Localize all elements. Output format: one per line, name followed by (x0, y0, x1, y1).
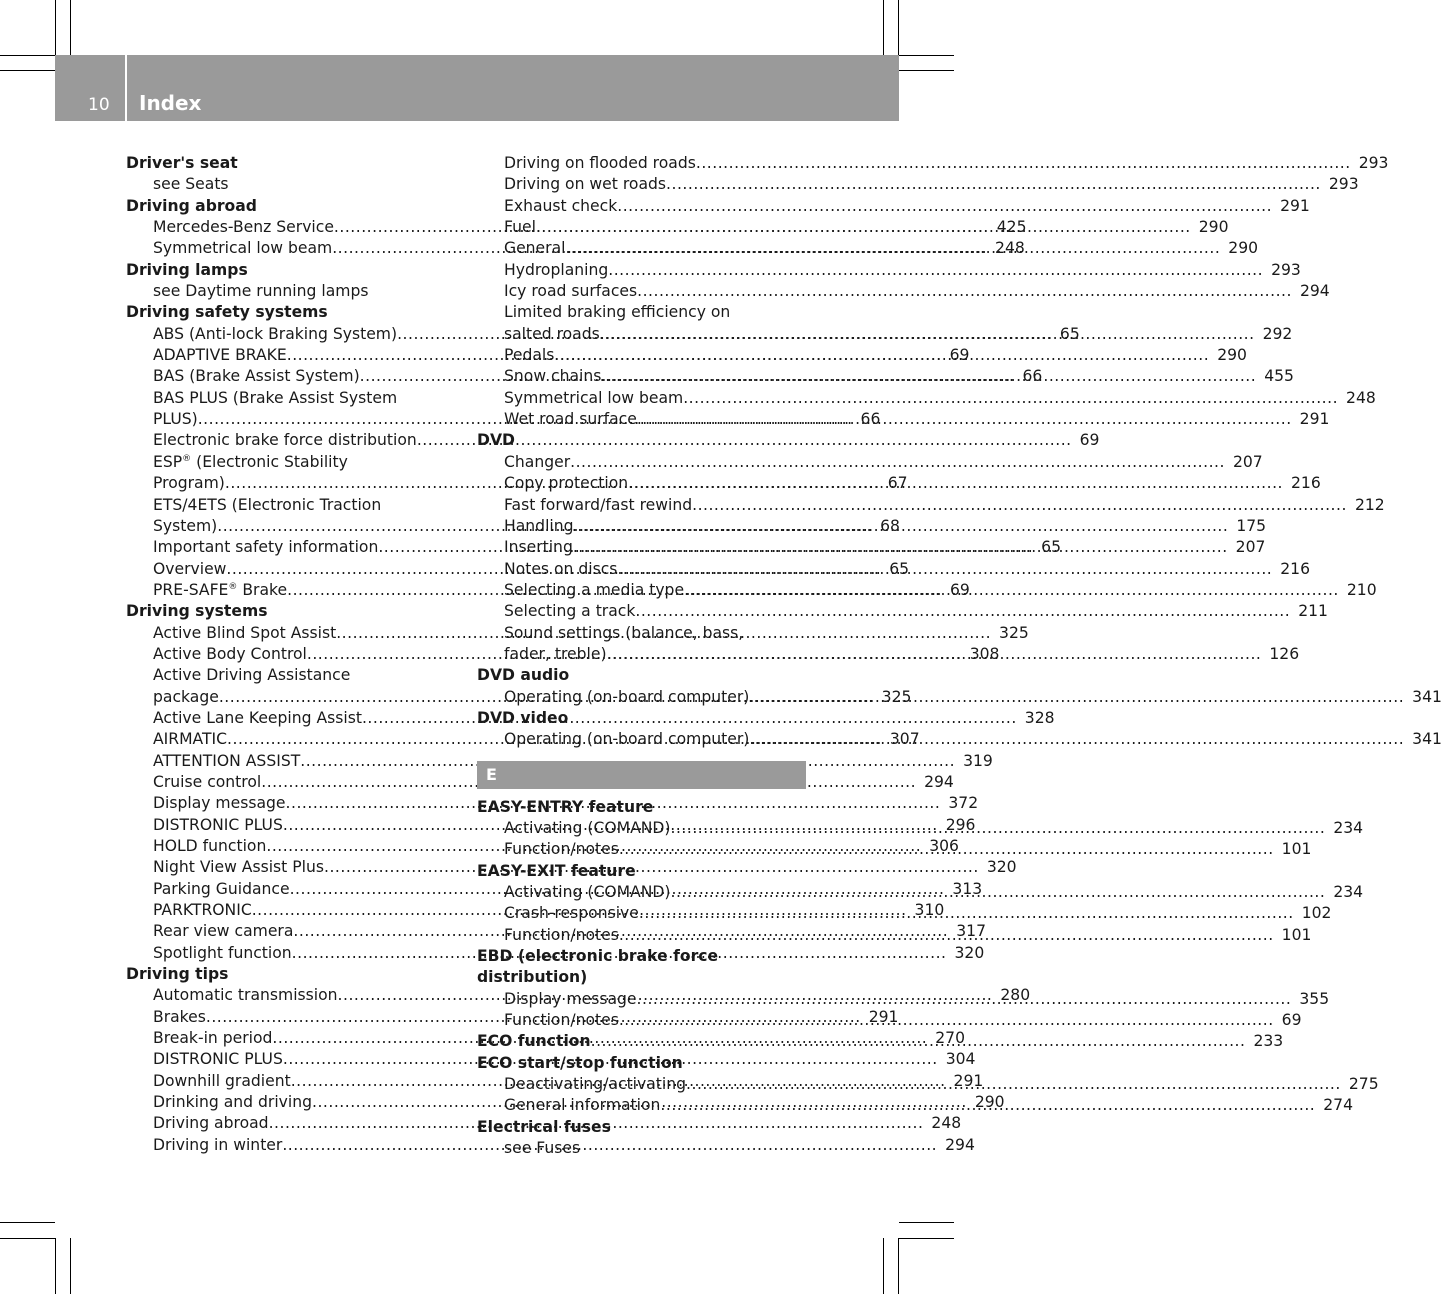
page-reference: 291 (1299, 410, 1330, 429)
dot-leader (637, 409, 1292, 430)
entry-label: Fast forward/fast rewind (504, 495, 693, 514)
entry-label: Notes on discs (504, 559, 618, 578)
dot-leader (574, 516, 1229, 537)
entry-label: ADAPTIVE BRAKE (153, 346, 287, 365)
page-reference: 270 (935, 1029, 966, 1048)
page-reference: 291 (1280, 196, 1310, 215)
page-reference: 294 (924, 772, 954, 791)
index-subentry (477, 601, 1328, 622)
index-subentry-text: ESP® (Electronic Stability (153, 452, 348, 471)
entry-label: Function/notes (504, 925, 619, 944)
page-title: Index (139, 91, 202, 115)
entry-label: Program) (153, 474, 225, 493)
dot-leader (601, 366, 1256, 387)
entry-label: PLUS) (153, 410, 198, 429)
page-reference: 212 (1354, 495, 1385, 514)
dot-leader (570, 452, 1225, 473)
entry-label: Cruise control (153, 772, 262, 791)
index-heading: Driving tips (126, 965, 229, 984)
index-subentry (477, 388, 1376, 409)
dot-leader (635, 601, 1290, 622)
page-reference: 341 (1412, 687, 1442, 706)
header-divider (125, 55, 127, 121)
entry-label: Electronic brake force distribution (153, 431, 417, 450)
page-reference: 280 (1000, 986, 1031, 1005)
entry-label: Spotlight function (153, 943, 292, 962)
dot-leader (536, 217, 1191, 238)
entry-label: Parking Guidance (153, 879, 290, 898)
entry-label: package (153, 687, 219, 706)
crop-mark (70, 0, 71, 55)
entry-label: Operating (on-board computer) (504, 687, 750, 706)
entry-label: PRE-SAFE® Brake (153, 580, 288, 599)
dot-leader (565, 238, 1220, 259)
entry-label: Fuel (504, 218, 536, 237)
entry-label: Crash-responsive (504, 904, 639, 923)
crop-mark (0, 55, 55, 56)
page-reference: 69 (949, 580, 970, 599)
dot-leader (749, 687, 1404, 708)
index-subentry (477, 495, 1385, 516)
page-reference: 320 (954, 943, 985, 962)
entry-label: HOLD function (153, 837, 267, 855)
crop-mark (899, 1238, 954, 1239)
entry-label: Function/notes (504, 1011, 619, 1030)
crop-mark (898, 1238, 899, 1294)
dot-leader (619, 925, 1274, 946)
entry-label: Inserting (504, 538, 573, 557)
page-reference: 293 (1271, 260, 1301, 279)
crop-mark (899, 70, 954, 71)
page-reference: 68 (880, 516, 900, 535)
entry-label: Activating (COMAND) (504, 818, 671, 837)
page-reference: 306 (929, 837, 959, 855)
page-reference: 234 (1333, 883, 1364, 901)
page-reference: 325 (881, 687, 912, 706)
page-reference: 65 (889, 559, 910, 578)
index-heading: EASY-EXIT feature (477, 861, 636, 880)
page-reference: 455 (1264, 367, 1294, 386)
page-number: 10 (88, 95, 110, 115)
page-reference: 66 (1022, 367, 1043, 386)
page-reference: 317 (956, 922, 986, 941)
entry-label: General information (504, 1096, 661, 1115)
entry-label: Pedals (504, 346, 555, 365)
dot-leader (607, 644, 1262, 665)
dot-leader (619, 839, 1274, 860)
page-reference: 233 (1253, 1032, 1284, 1051)
entry-label: Icy road surfaces (504, 282, 638, 301)
page-reference: 69 (949, 346, 970, 365)
entry-label: Display message (153, 794, 286, 813)
entry-label: Function/notes (504, 840, 619, 859)
index-subentry-text: Active Driving Assistance (153, 666, 351, 685)
entry-label: Driving abroad (153, 1114, 269, 1133)
page-reference: 248 (995, 239, 1025, 258)
entry-label: Mercedes-Benz Service (153, 218, 334, 237)
page-reference: 126 (1269, 644, 1300, 663)
entry-label: General (504, 239, 566, 258)
index-subentry-text: see Seats (153, 175, 229, 194)
index-heading: DVD audio (477, 666, 570, 685)
entry-label: Changer (504, 452, 571, 471)
crop-mark (883, 1238, 884, 1294)
entry-label: System) (153, 516, 218, 535)
dot-leader (628, 473, 1283, 494)
page-reference: 210 (1346, 580, 1377, 599)
page-reference: 313 (952, 879, 983, 898)
entry-label: Symmetrical low beam (153, 239, 333, 258)
dot-leader (666, 174, 1321, 195)
page-reference: 319 (963, 751, 993, 770)
page-reference: 320 (986, 858, 1017, 877)
entry-label: Downhill gradient (153, 1071, 291, 1090)
page-header (55, 55, 899, 121)
page-reference: 211 (1298, 602, 1328, 621)
index-subentry-text: BAS PLUS (Brake Assist System (153, 388, 398, 407)
dot-leader (617, 196, 1272, 217)
letter-section-header: E (477, 761, 806, 789)
page-reference: 234 (1333, 818, 1364, 837)
entry-label: Important safety information (153, 538, 379, 557)
entry-label: salted roads (504, 324, 600, 343)
page-reference: 310 (914, 901, 945, 920)
index-heading: DVD video (477, 708, 569, 727)
dot-leader (683, 388, 1338, 409)
entry-label: Operating (on-board computer) (504, 730, 750, 749)
dot-leader (696, 153, 1351, 174)
dot-leader (617, 559, 1272, 580)
crop-mark (899, 1222, 954, 1223)
entry-label: Copy protection (504, 474, 629, 493)
page-reference: 294 (1299, 282, 1330, 301)
entry-label: Night View Assist Plus (153, 858, 324, 877)
dot-leader (686, 1074, 1341, 1095)
dot-leader (619, 1010, 1274, 1031)
page-reference: 304 (945, 1050, 976, 1069)
page-reference: 293 (1328, 175, 1359, 194)
page-reference: 216 (1291, 474, 1321, 493)
page-reference: 248 (931, 1114, 962, 1133)
page-reference: 325 (999, 623, 1029, 642)
page-reference: 328 (1024, 708, 1055, 727)
crop-mark (55, 0, 56, 55)
index-subentry (477, 196, 1310, 217)
entry-label: DISTRONIC PLUS (153, 815, 283, 834)
page-reference: 66 (860, 410, 881, 429)
page-reference: 274 (1323, 1096, 1354, 1115)
page-reference: 308 (969, 644, 1000, 663)
page-reference: 291 (953, 1071, 984, 1090)
entry-label: DISTRONIC PLUS (153, 1050, 283, 1069)
dot-leader (600, 324, 1255, 345)
dot-leader (591, 1031, 1246, 1052)
crop-mark (70, 1238, 71, 1294)
index-subentry (477, 153, 1389, 174)
index-subentry-text: see Fuses (504, 1139, 581, 1158)
entry-label: Overview (153, 559, 227, 578)
index-heading: Driving safety systems (126, 303, 328, 322)
index-subentry (477, 260, 1301, 281)
crop-mark (0, 1238, 55, 1239)
page-reference: 101 (1281, 840, 1312, 859)
index-subentry (126, 772, 954, 793)
entry-label: Wet road surface (504, 410, 637, 429)
page-reference: 216 (1280, 559, 1311, 578)
index-heading: Driving abroad (126, 196, 257, 215)
entry-label: Automatic transmission (153, 986, 338, 1005)
crop-mark (55, 1238, 56, 1294)
index-subentry (477, 174, 1359, 195)
page-reference: 65 (1059, 324, 1080, 343)
page-reference: 275 (1348, 1075, 1379, 1094)
entry-label: Active Lane Keeping Assist (153, 708, 362, 727)
entry-label: Activating (COMAND) (504, 883, 671, 901)
page-reference: 290 (1228, 239, 1259, 258)
page-reference: 207 (1232, 452, 1263, 471)
entry-label: BAS (Brake Assist System) (153, 367, 360, 386)
entry-label: Snow chains (504, 367, 602, 386)
entry-label: Active Blind Spot Assist (153, 623, 337, 642)
entry-label: AIRMATIC (153, 730, 228, 749)
index-heading: Driver's seat (126, 154, 238, 172)
page-reference: 101 (1281, 925, 1312, 944)
page-reference: 290 (1198, 218, 1229, 237)
page-reference: 65 (1041, 538, 1061, 557)
page-reference: 67 (887, 474, 908, 493)
dot-leader (660, 1095, 1315, 1116)
dot-leader (608, 260, 1263, 281)
index-subentry-text: see Daytime running lamps (153, 282, 369, 301)
page-reference: 293 (1358, 154, 1389, 172)
entry-label: Hydroplaning (504, 260, 609, 279)
entry-label: Driving on flooded roads (504, 154, 696, 172)
crop-mark (899, 55, 954, 56)
index-subentry-text: Sound settings (balance, bass, (504, 623, 744, 642)
entry-label: Display message (504, 989, 637, 1008)
entry-label: Driving in winter (153, 1135, 283, 1154)
crop-mark (0, 70, 55, 71)
entry-label: Active Body Control (153, 644, 307, 663)
index-subentry-text: ETS/4ETS (Electronic Traction (153, 495, 382, 514)
index-heading: Driving systems (126, 602, 268, 621)
page-reference: 296 (945, 815, 976, 834)
entry-label: Rear view camera (153, 922, 294, 941)
crop-mark (0, 1222, 55, 1223)
dot-leader (749, 729, 1404, 750)
entry-label: ECO function (477, 1032, 591, 1051)
dot-leader (554, 345, 1209, 366)
page-reference: 291 (868, 1007, 899, 1026)
page-reference: 307 (889, 730, 920, 749)
page-reference: 290 (974, 1093, 1005, 1112)
entry-label: PARKTRONIC (153, 901, 252, 920)
page-reference: 372 (948, 794, 979, 813)
page-reference: 290 (1217, 346, 1247, 365)
index-subentry (126, 751, 993, 772)
entry-label: Symmetrical low beam (504, 388, 684, 407)
entry-label: Driving on wet roads (504, 175, 667, 194)
dot-leader (573, 537, 1228, 558)
entry-label: Brakes (153, 1007, 206, 1026)
entry-label: fader, treble) (504, 644, 607, 663)
entry-label: Handling (504, 516, 574, 535)
dot-leader (671, 882, 1326, 903)
dot-leader (684, 580, 1339, 601)
page-reference: 292 (1262, 324, 1293, 343)
entry-label: ATTENTION ASSIST (153, 751, 301, 770)
entry-label: Deactivating/activating (504, 1075, 687, 1094)
entry-label: Exhaust check (504, 196, 618, 215)
dot-leader (637, 989, 1292, 1010)
dot-leader (671, 818, 1326, 839)
dot-leader (637, 281, 1292, 302)
index-heading: DVD (477, 431, 515, 450)
dot-leader (692, 495, 1347, 516)
entry-label: Selecting a track (504, 602, 636, 621)
crop-mark (883, 0, 884, 55)
index-subentry (477, 452, 1263, 473)
index-heading: EBD (electronic brake force (477, 947, 719, 966)
page-reference: 175 (1236, 516, 1267, 535)
page-reference: 69 (1079, 431, 1100, 450)
page-reference: 341 (1412, 730, 1442, 749)
index-heading: distribution) (477, 968, 588, 987)
index-heading: Electrical fuses (477, 1117, 611, 1136)
index-heading: EASY-ENTRY feature (477, 797, 654, 816)
dot-leader (639, 903, 1294, 924)
page-reference: 102 (1301, 904, 1332, 923)
page-reference: 425 (996, 218, 1027, 237)
entry-label: Drinking and driving (153, 1093, 313, 1112)
page-reference: 248 (1346, 388, 1376, 407)
page-reference: 294 (945, 1135, 975, 1154)
index-heading: Driving lamps (126, 260, 248, 279)
crop-mark (898, 0, 899, 55)
entry-label: Break-in period (153, 1029, 273, 1048)
index-heading: ECO start/stop function (477, 1053, 683, 1072)
index-subentry-text: Limited braking efficiency on (504, 303, 731, 322)
entry-label: ABS (Anti-lock Braking System) (153, 324, 398, 343)
index-subentry (477, 281, 1330, 302)
entry-label: Selecting a media type (504, 580, 685, 599)
page-reference: 207 (1235, 538, 1266, 557)
page-reference: 355 (1299, 989, 1330, 1008)
page-reference: 69 (1281, 1011, 1302, 1030)
